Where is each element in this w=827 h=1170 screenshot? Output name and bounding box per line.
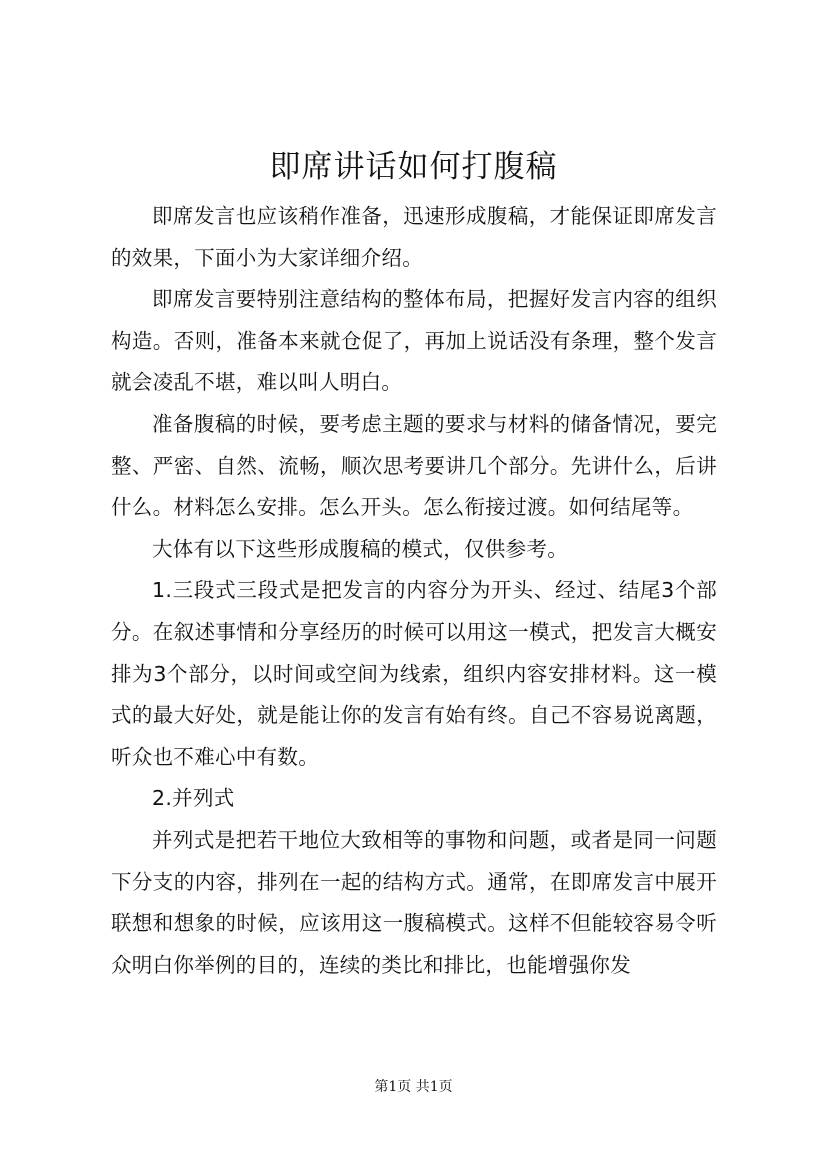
page-number-footer: 第1页 共1页 [374,1079,453,1095]
document-body [111,196,717,986]
paragraph: 即席发言也应该稍作准备，迅速形成腹稿，才能保证即席发言的效果，下面小为大家详细介绍。 [111,204,717,270]
document-title: 即席讲话如何打腹稿 [269,149,558,185]
paragraph: 并列式是把若干地位大致相等的事物和问题，或者是同一问题下分支的内容，排列在一起的结构方式。通常，在即席发言中展开联想和想象的时候，应该用这一腹稿模式。这样不但能较容易令听众明白你举例的目的，连续的类比和排比，也能增强你发 [111,827,717,977]
paragraph: 即席发言要特别注意结构的整体布局，把握好发言内容的组织构造。否则，准备本来就仓促了，再加上说话没有条理，整个发言就会凌乱不堪，难以叫人明白。 [111,287,717,395]
paragraph: 大体有以下这些形成腹稿的模式，仅供参考。 [152,536,568,561]
paragraph: 2.并列式 [152,786,235,811]
paragraph: 1.三段式三段式是把发言的内容分为开头、经过、结尾3个部分。在叙述事情和分享经历的时候可以用这一模式，把发言大概安排为3个部分，以时间或空间为线索，组织内容安排材料。这一模式的最大好处，就是能让你的发言有始有终。自己不容易说离题，听众也不难心中有数。 [111,578,717,769]
paragraph: 准备腹稿的时候，要考虑主题的要求与材料的储备情况，要完整、严密、自然、流畅，顺次思考要讲几个部分。先讲什么，后讲什么。材料怎么安排。怎么开头。怎么衔接过渡。如何结尾等。 [111,411,717,520]
